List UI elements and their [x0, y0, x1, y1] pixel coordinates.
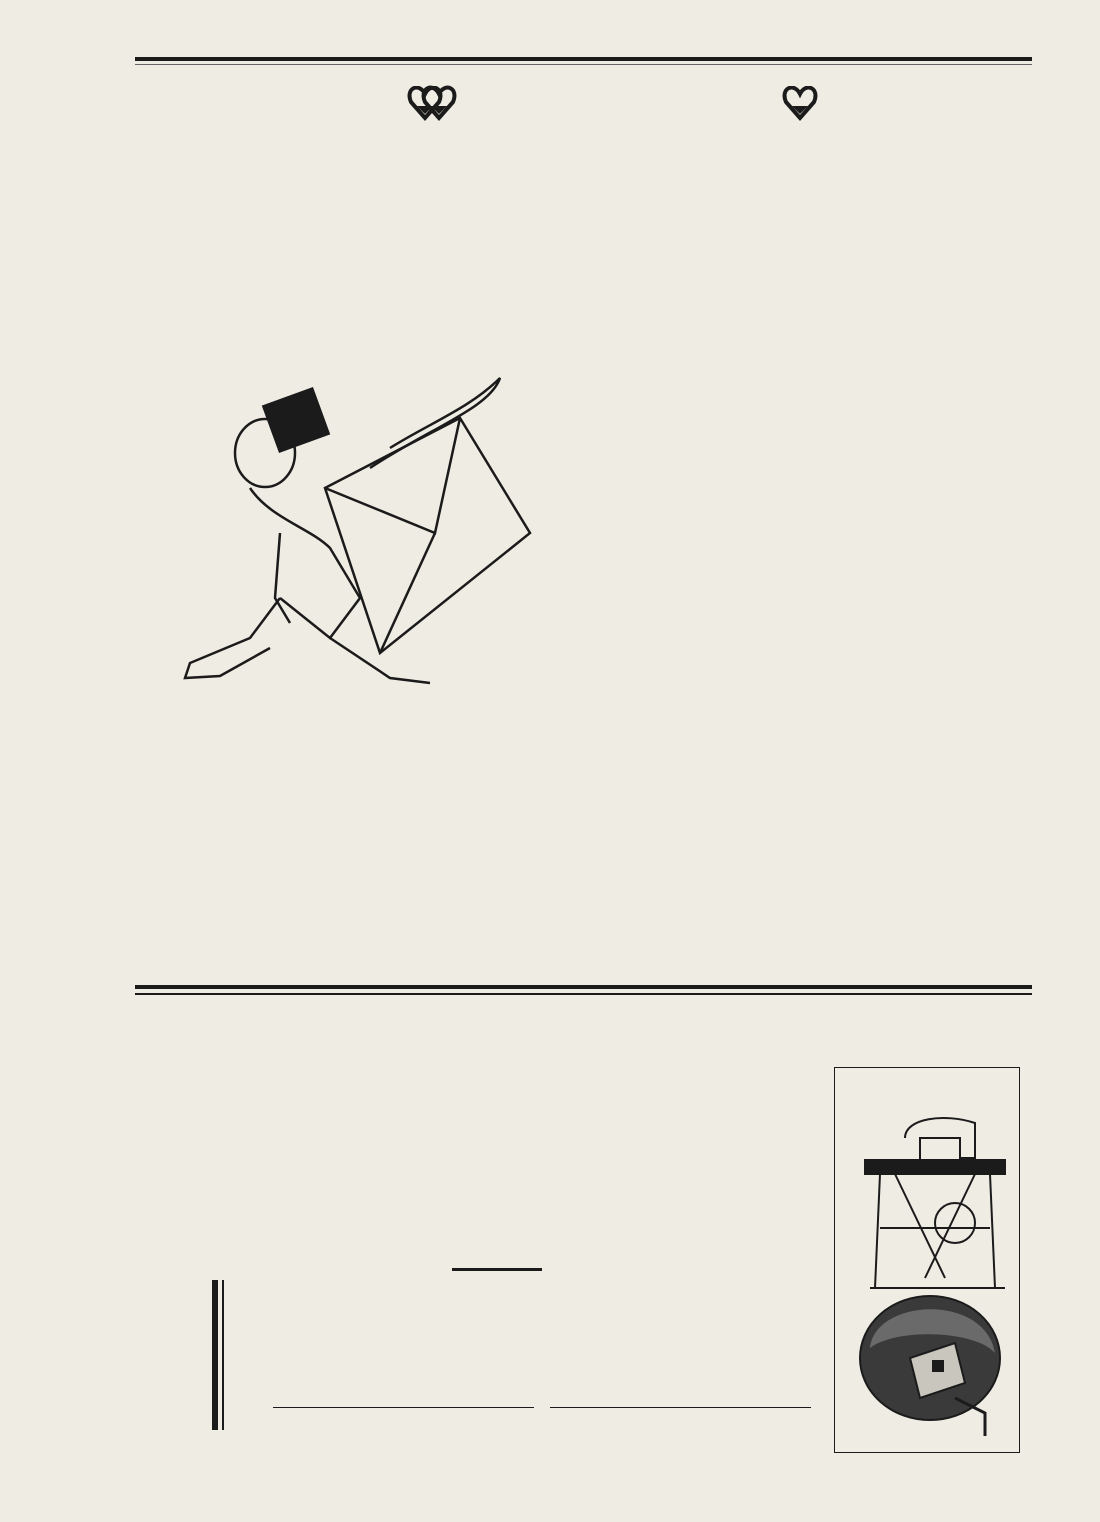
- divider: [550, 1407, 811, 1408]
- sewing-machine-icon: [835, 1068, 1019, 1452]
- ad-parts-line-2: [273, 1407, 811, 1408]
- advertisement: [137, 1025, 1065, 1477]
- ornament-icon: [405, 86, 445, 126]
- ornament-icon: [780, 86, 820, 126]
- divider: [273, 1407, 534, 1408]
- section-rule: [135, 985, 1032, 989]
- header-rule: [135, 57, 1032, 61]
- section-rule-thin: [135, 993, 1032, 995]
- page-header: [135, 30, 1032, 60]
- divider: [452, 1268, 542, 1271]
- decorative-bar: [212, 1280, 218, 1430]
- decorative-bar: [222, 1280, 224, 1430]
- courier-illustration: [185, 378, 530, 683]
- sewing-machine-illustration: [834, 1067, 1020, 1453]
- header-rule-thin: [135, 64, 1032, 65]
- title-artwork: [130, 78, 550, 958]
